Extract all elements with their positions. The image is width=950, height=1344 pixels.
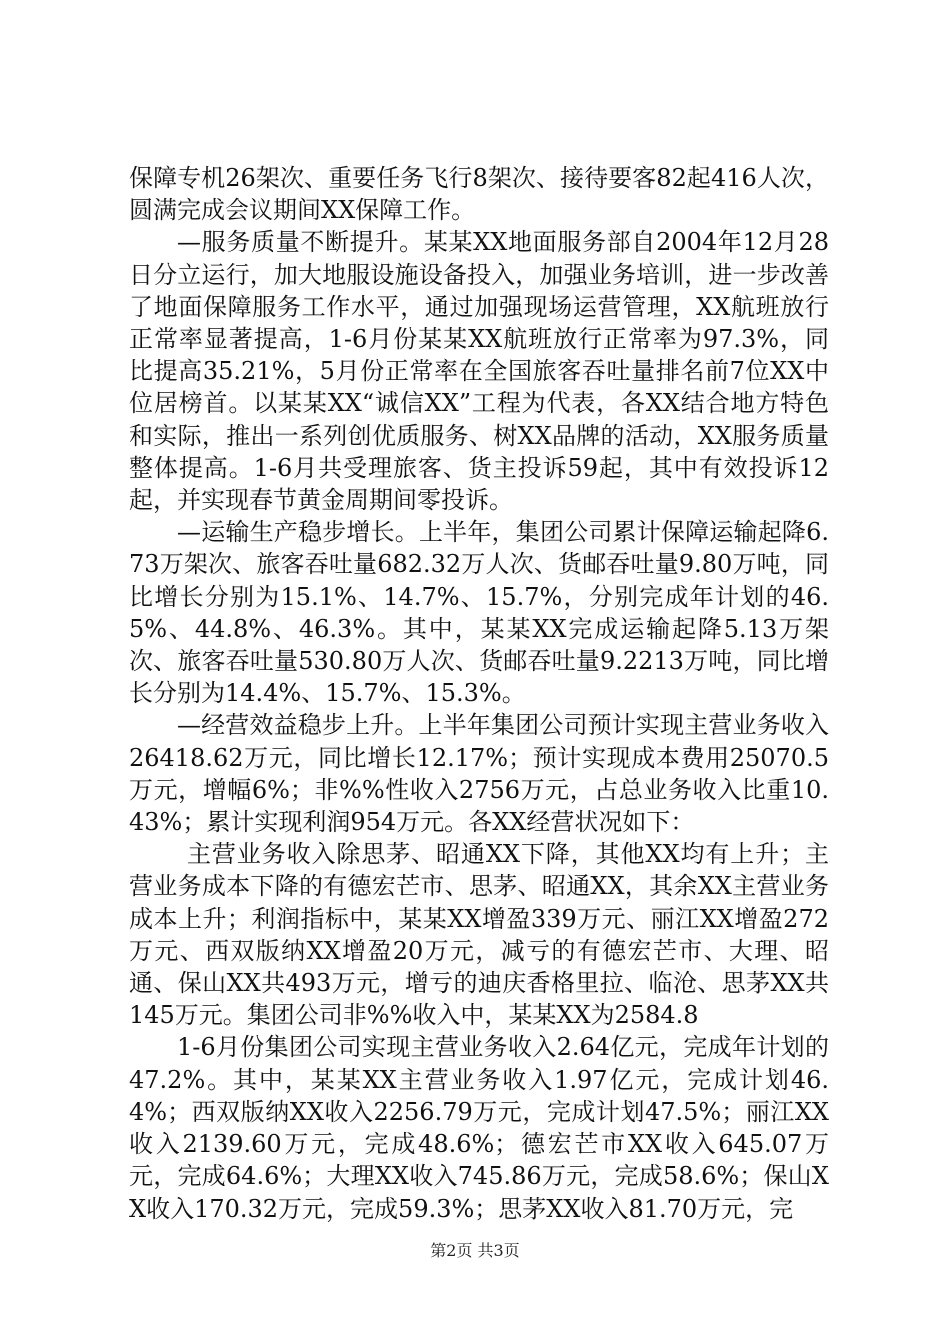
paragraph-3: —运输生产稳步增长。上半年，集团公司累计保障运输起降6.73万架次、旅客吞吐量682.32万人次、货邮吞吐量9.80万吨，同比增长分别为15.1%、14.7%、15.7%，分别完成年计划的46.5%、44.8%、46.3%。其中，某某XX完成运输起降5.13万架次、旅客吞吐量530.80万人次、货邮吞吐量9.2213万吨，同比增长分别为14.4%、15.7%、15.3%。 [129,518,829,708]
paragraph-5: 主营业务收入除思茅、昭通XX下降，其他XX均有上升；主营业务成本下降的有德宏芒市、思茅、昭通XX，其余XX主营业务成本上升；利润指标中，某某XX增盈339万元、丽江XX增盈272万元、西双版纳XX增盈20万元，减亏的有德宏芒市、大理、昭通、保山XX共493万元，增亏的迪庆香格里拉、临沧、思茅XX共145万元。集团公司非%%收入中，某某XX为2584.8 [129,840,829,1030]
paragraph-2: —服务质量不断提升。某某XX地面服务部自2004年12月28日分立运行，加大地服设施设备投入，加强业务培训，进一步改善了地面保障服务工作水平，通过加强现场运营管理，XX航班放行正常率显著提高，1-6月份某某XX航班放行正常率为97.3%，同比提高35.21%，5月份正常率在全国旅客吞吐量排名前7位XX中位居榜首。以某某XX“诚信XX”工程为代表，各XX结合地方特色和实际，推出一系列创优质服务、树XX品牌的活动，XX服务质量整体提高。1-6月共受理旅客、货主投诉59起，其中有效投诉12起，并实现春节黄金周期间零投诉。 [129,228,829,515]
paragraph-6: 1-6月份集团公司实现主营业务收入2.64亿元，完成年计划的47.2%。其中，某某XX主营业务收入1.97亿元，完成计划46.4%；西双版纳XX收入2256.79万元，完成计划47.5%；丽江XX收入2139.60万元，完成48.6%；德宏芒市XX收入645.07万元，完成64.6%；大理XX收入745.86万元，完成58.6%；保山XX收入170.32万元，完成59.3%；思茅XX收入81.70万元，完 [129,1033,829,1223]
paragraph-4: —经营效益稳步上升。上半年集团公司预计实现主营业务收入26418.62万元，同比增长12.17%；预计实现成本费用25070.5万元，增幅6%；非%%性收入2756万元，占总业务收入比重10.43%；累计实现利润954万元。各XX经营状况如下： [129,711,829,837]
document-body [129,162,829,1225]
paragraph-1: 保障专机26架次、重要任务飞行8架次、接待要客82起416人次，圆满完成会议期间XX保障工作。 [129,164,829,225]
page-footer: 第2页 共3页 [430,1241,520,1260]
